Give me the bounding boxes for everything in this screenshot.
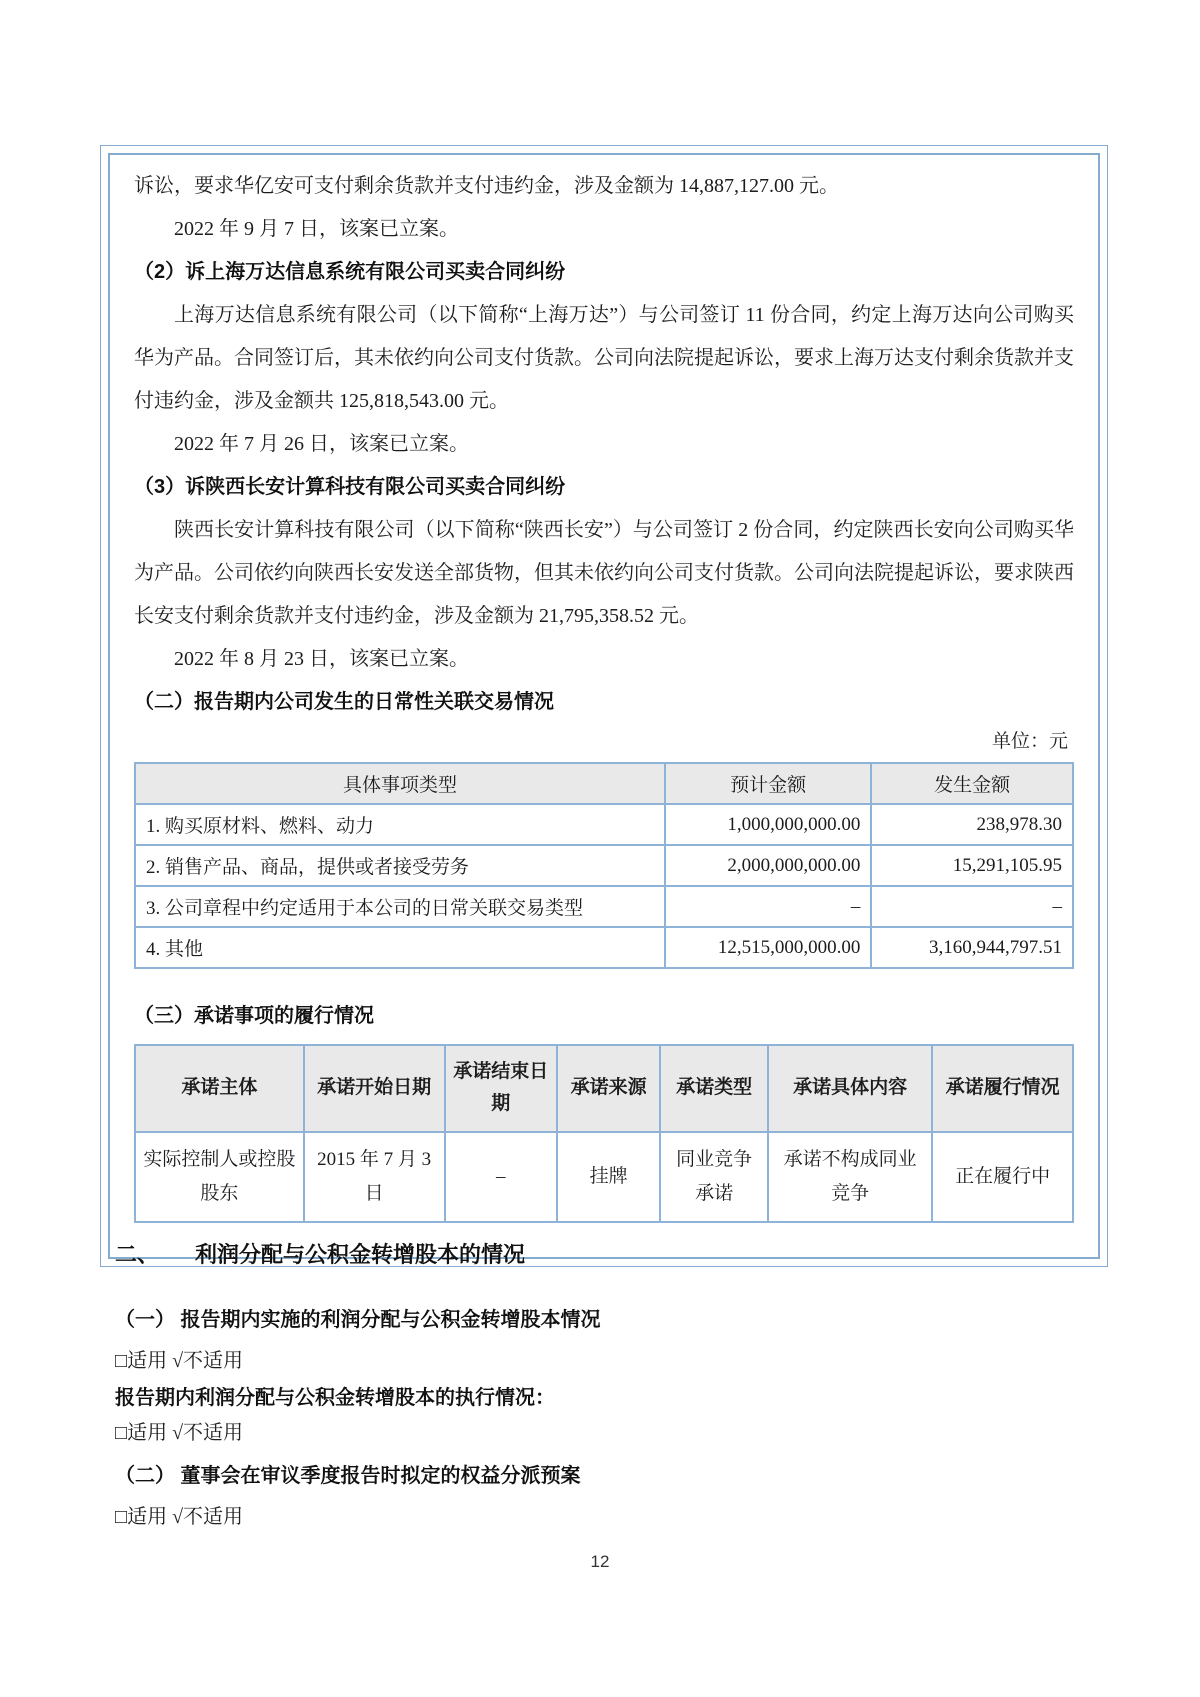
column-header-subject: 承诺主体: [135, 1045, 304, 1132]
applicability-line: □适用 √不适用: [115, 1506, 244, 1528]
table-header-row: [135, 763, 1073, 804]
case3-filing-date-line: 2022 年 8 月 23 日，该案已立案。: [174, 648, 469, 670]
cell-status: 正在履行中: [932, 1132, 1073, 1222]
cell-content: 承诺不构成同业竞争: [768, 1132, 932, 1222]
cell-expected: 12,515,000,000.00: [665, 927, 871, 968]
section-title: 利润分配与公积金转增股本的情况: [195, 1242, 526, 1267]
case1-filing-date-line: 2022 年 9 月 7 日，该案已立案。: [174, 218, 459, 240]
cell-actual: 238,978.30: [871, 804, 1073, 845]
column-header-source: 承诺来源: [557, 1045, 660, 1132]
cell-source: 挂牌: [557, 1132, 660, 1222]
table-row: [135, 1132, 1073, 1222]
case2-filing-date-line: 2022 年 7 月 26 日，该案已立案。: [174, 433, 469, 455]
cell-actual: 3,160,944,797.51: [871, 927, 1073, 968]
column-header-actual: 发生金额: [871, 763, 1073, 804]
subsection-two-heading: （二） 董事会在审议季度报告时拟定的权益分派预案: [115, 1465, 581, 1487]
column-header-type: 具体事项类型: [135, 763, 665, 804]
content-border-box: [100, 145, 1108, 1267]
subsection-one-heading: （一） 报告期内实施的利润分配与公积金转增股本情况: [115, 1309, 601, 1331]
table-row: [135, 804, 1073, 845]
table-row: [135, 886, 1073, 927]
table-header-row: [135, 1045, 1073, 1132]
content-inner-box: [108, 153, 1100, 1259]
section-number: 二、: [115, 1242, 160, 1267]
column-header-end-date: 承诺结束日期: [445, 1045, 558, 1132]
cell-type: 1. 购买原材料、燃料、动力: [135, 804, 665, 845]
case2-heading: （2）诉上海万达信息系统有限公司买卖合同纠纷: [134, 261, 566, 283]
commitments-heading: （三）承诺事项的履行情况: [134, 1005, 374, 1028]
related-transactions-table-wrap: [134, 762, 1074, 969]
column-header-content: 承诺具体内容: [768, 1045, 932, 1132]
cell-type: 2. 销售产品、商品，提供或者接受劳务: [135, 845, 665, 886]
cell-expected: 1,000,000,000.00: [665, 804, 871, 845]
cell-type: 同业竞争承诺: [660, 1132, 768, 1222]
cell-actual: 15,291,105.95: [871, 845, 1073, 886]
column-header-start-date: 承诺开始日期: [304, 1045, 445, 1132]
related-transactions-heading: （二）报告期内公司发生的日常性关联交易情况: [134, 691, 554, 713]
column-header-expected: 预计金额: [665, 763, 871, 804]
case3-body-paragraph: 陕西长安计算科技有限公司（以下简称“陕西长安”）与公司签订 2 份合同，约定陕西长安向公司购买华为产品。公司依约向陕西长安发送全部货物，但其未依约向公司支付货款。公司向法院提起诉讼，要求陕西长安支付剩余货款并支付违约金，涉及金额为 21,795,358.52 元。: [134, 519, 1074, 627]
column-header-type: 承诺类型: [660, 1045, 768, 1132]
section-two-heading: [115, 1238, 1105, 1269]
cell-type: 4. 其他: [135, 927, 665, 968]
table-row: [135, 927, 1073, 968]
execution-status-heading: 报告期内利润分配与公积金转增股本的执行情况：: [115, 1387, 555, 1409]
applicability-line: □适用 √不适用: [115, 1422, 244, 1444]
cell-actual: –: [871, 886, 1073, 927]
cell-expected: –: [665, 886, 871, 927]
page-number: 12: [590, 1552, 610, 1571]
cell-type: 3. 公司章程中约定适用于本公司的日常关联交易类型: [135, 886, 665, 927]
cell-subject: 实际控制人或控股股东: [135, 1132, 304, 1222]
unit-label: 单位：元: [991, 731, 1068, 752]
case3-heading: （3）诉陕西长安计算科技有限公司买卖合同纠纷: [134, 476, 566, 498]
case2-body-paragraph: 上海万达信息系统有限公司（以下简称“上海万达”）与公司签订 11 份合同，约定上海万达向公司购买华为产品。合同签订后，其未依约向公司支付货款。公司向法院提起诉讼，要求上海万达支付剩余货款并支付违约金，涉及金额共 125,818,543.00 元。: [134, 304, 1074, 412]
profit-distribution-section: [115, 1238, 1105, 1537]
table-row: [135, 845, 1073, 886]
commitments-table: [134, 1044, 1074, 1223]
cell-start-date: 2015 年 7 月 3 日: [304, 1132, 445, 1222]
cell-end-date: –: [445, 1132, 558, 1222]
cell-expected: 2,000,000,000.00: [665, 845, 871, 886]
litigation-continuation-paragraph: 诉讼，要求华亿安可支付剩余货款并支付违约金，涉及金额为 14,887,127.00 元。: [134, 175, 839, 197]
applicability-line: □适用 √不适用: [115, 1350, 244, 1372]
column-header-status: 承诺履行情况: [932, 1045, 1073, 1132]
related-transactions-table: [134, 762, 1074, 969]
